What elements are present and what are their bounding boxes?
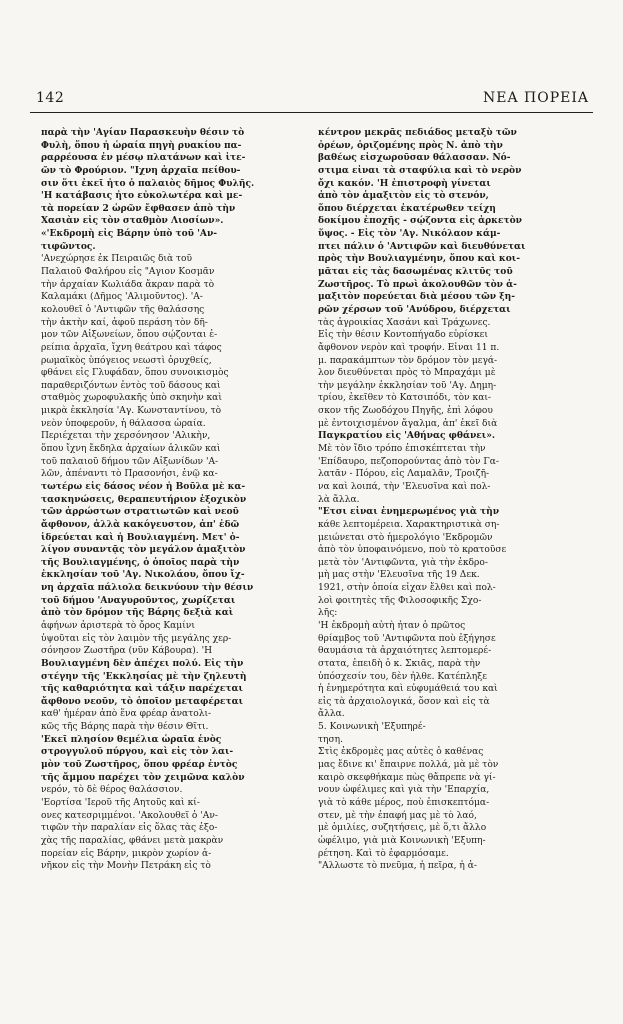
text-line: ὕψος. - Εἰς τὸν 'Αγ. Νικόλαον κάμ- [318,228,501,240]
text-line: τηση. [318,734,344,745]
text-line: στιμα εἶναι τὰ σταφύλια καὶ τὸ νερὸν [318,164,522,176]
text-line: 'Η ἐκδρομὴ αὐτὴ ἦταν ὁ πρῶτος [318,620,466,631]
text-line: "Αλλωστε τὸ πνεῦμα, ἡ πεῖρα, ἡ ἀ- [318,861,477,872]
text-line: ραρρέουσα ἐν μέσῳ πλατάνων καὶ ἰτε- [41,152,246,164]
running-title: ΝΕΑ ΠΟΡΕΙΑ [483,90,589,106]
text-line: τὴν μεγάλην ἐκκλησίαν τοῦ 'Αγ. Δημη- [318,380,497,391]
text-line: τὴν ἀρχαίαν Κωλιάδα ἄκραν παρὰ τὸ [41,279,215,290]
text-line: καθ' ἡμέραν ἀπὸ ἕνα φρέαρ ἀνατολι- [41,709,212,720]
right-column [318,127,584,873]
text-line: Φυλὴ, ὅπου ἡ ὡραία πηγὴ ρυακίου πα- [41,139,242,151]
text-line: ρέτηση. Καὶ τὸ ἐφαρμόσαμε. [318,848,449,859]
text-line: τῆς ἄμμου παρέχει τὸν χειμῶνα καλὸν [41,771,245,783]
text-line: παρὰ τὴν 'Αγίαν Παρασκευὴν θέσιν τὸ [41,127,245,138]
text-line: τασκηνώσεις, θεραπευτήριον ἐξοχικὸν [41,493,247,505]
text-line: ὠφέλιμο, γιὰ μιὰ Κοινωνικὴ 'Εξυπη- [318,835,486,846]
text-line: λοὶ φοιτητὲς τῆς Φιλοσοφικῆς Σχο- [318,595,482,606]
text-line: ἄλλα. [318,709,345,720]
text-line: ὅπου ἴχνη ἔκδηλα ἀρχαίων ἁλικῶν καὶ [41,444,221,455]
page-header [30,86,593,113]
text-line: Χασιὰν εἰς τὸν σταθμὸν Λιοσίων». [41,215,224,227]
text-line: τιφῶν τὴν παραλίαν εἰς ὅλας τὰς ἐξο- [41,823,218,834]
text-line: λίγον συναντᾷς τὸν μεγάλον ἁμαξιτὸν [41,544,246,556]
text-line: Βουλιαγμένη δὲν ἀπέχει πολύ. Εἰς τὴν [41,657,244,669]
text-line: νῆκον εἰς τὴν Μονὴν Πετράκη εἰς τὸ [41,861,211,872]
text-line: σταθμὸς χωροφυλακῆς ὑπὸ σκηνὴν καὶ [41,393,222,404]
text-line: τοῦ παλαιοῦ δήμου τῶν Αἰξωνίδων 'Α- [41,456,219,467]
text-line: σόνησον Ζωστῆρα (νῦν Κάβουρα). 'Η [41,646,213,657]
text-line: ρῶν χέρσων τοῦ 'Ανύδρου, διέρχεται [318,303,511,315]
text-line: λῶν, ἀπέναντι τὸ Πρασονήσι, ἐνῷ κα- [41,469,218,480]
text-line: ἀπὸ τὸν ὑποφαινόμενο, ποὺ τὸ κρατοῦσε [318,545,507,556]
text-line: τῆς καθαριότητα καὶ τάξιν παρέχεται [41,683,243,695]
text-line: κάθε λεπτομέρεια. Χαρακτηριστικὰ ση- [318,519,500,530]
text-line: δοκίμου ἐποχῆς - σῴζοντα εἰς ἀρκετὸν [318,215,522,227]
text-line: μ. παρακάμπτων τὸν δρόμον τὸν μεγά- [318,355,498,366]
text-line: πτει πάλιν ὁ 'Αντιφῶν καὶ διευθύνεται [318,240,526,252]
text-line: λὰ ἄλλα. [318,494,360,505]
text-line: γιὰ τὸ κάθε μέρος, ποὺ ἐπισκεπτόμα- [318,797,490,808]
text-line: ἄφθονον, ἀλλὰ κακόγευστον, ἀπ' ἐδῶ [41,518,240,530]
text-line: ἀπὸ τὸν ἁμαξιτὸν εἰς τὸ στενόν, [318,190,489,202]
text-line: ρωμαϊκὸς ὑπόγειος νεωστὶ ὀρυχθείς, [41,355,212,366]
text-line: μὲ ὁμιλίες, συζητήσεις, μὲ ὅ,τι ἄλλο [318,823,487,834]
text-line: σκον τῆς Ζωοδόχου Πηγῆς, ἐπὶ λόφου [318,406,493,417]
text-line: ἀφήνων ἀριστερὰ τὸ ὄρος Καμίνι [41,620,195,631]
text-line: 'Η κατάβασις ἦτο εὐκολωτέρα καὶ με- [41,190,243,202]
text-line: πορείαν εἰς Βάρην, μικρὸν χωρίον ἀ- [41,848,212,859]
text-line: Ζωστῆρος. Τὸ πρωὶ ἀκολουθῶν τὸν ἁ- [318,278,517,290]
text-line: τωτέρω εἰς δάσος νέον ἡ Βοῦλα μὲ κα- [41,480,246,492]
text-line: τὰς ἀγροικίας Χασάνι καὶ Τράχωνες. [318,317,491,328]
text-line: ῶν τὸ Φρούριον. "Ιχνη ἀρχαῖα πείθου- [41,164,241,176]
text-line: μᾶται εἰς τὰς δασωμένας κλιτῦς τοῦ [318,266,513,278]
text-line: εἰς τὰ ἀρχαιολογικά, ὅσον καὶ εἰς τὰ [318,696,490,707]
text-line: χὰς τῆς παραλίας, φθάνει μετὰ μακρὰν [41,835,224,846]
text-line: 5. Κοινωνικὴ 'Εξυπηρέ- [318,722,426,733]
text-line: ἡ ἐνημερότητα καὶ εὐφυμάθειά του καὶ [318,684,498,695]
text-line: μας ἔδινε κι' ἔπαιρνε πολλά, μὰ μὲ τὸν [318,760,499,771]
text-line: Στὶς ἐκδρομὲς μας αὐτὲς ὁ καθένας [318,747,484,758]
text-line: ονες κατεσριμμένοι. 'Ακολουθεῖ ὁ 'Αν- [41,810,218,821]
page-number: 142 [36,90,65,106]
text-line: λον διευθύνεται πρὸς τὸ Μπραχάμι μὲ [318,368,496,379]
text-line: 1921, στὴν ὁποία εἶχαν ἔλθει καὶ πολ- [318,583,496,594]
text-line: ὅπου διέρχεται ἑκατέρωθεν τείχη [318,202,496,214]
text-line: μὴ μας στὴν 'Ελευσῖνα τῆς 19 Δεκ. [318,570,480,581]
text-line: τρίου, ἐκεῖθεν τὸ Κατσιπόδι, τὸν και- [318,393,491,404]
text-line: μικρὰ ἐκκλησία 'Αγ. Κωνσταντίνου, τὸ [41,406,222,417]
text-line: Καλαμάκι (Δῆμος 'Αλιμοῦντος). 'Α- [41,292,203,303]
text-line: μαξιτὸν πορεύεται διὰ μέσου τῶν ξη- [318,291,516,303]
text-line: βαθέως εἰσχωροῦσαν θάλασσαν. Νό- [318,152,511,164]
text-line: 'Ανεχώρησε ἐκ Πειραιῶς διὰ τοῦ [41,254,193,265]
text-line: ὄχι κακόν. 'Η ἐπιστροφὴ γίνεται [318,177,491,189]
text-line: Παλαιοῦ Φαλήρου εἰς "Αγιον Κοσμᾶν [41,267,215,278]
text-line: λῆς: [318,608,338,619]
text-line: «'Εκδρομὴ εἰς Βάρην ὑπὸ τοῦ 'Αν- [41,228,218,240]
text-line: παραθεριζόντων ἐντὸς τοῦ δάσους καὶ [41,380,221,391]
text-line: ὀρέων, ὁριζομένης πρὸς Ν. ἀπὸ τὴν [318,139,503,151]
text-line: "Ετσι εἶναι ἐνημερωμένος γιὰ τὴν [318,506,500,518]
text-line: ὑψοῦται εἰς τὸν λαιμὸν τῆς μεγάλης χερ- [41,633,232,644]
text-line: νερόν, τὸ δὲ θέρος θαλάσσιον. [41,785,183,796]
text-line: ἄφθονον νερὸν καὶ τροφήν. Εἶναι 11 π. [318,342,500,353]
text-line: κῶς τῆς Βάρης παρὰ τὴν θέσιν Θῖτι. [41,722,209,733]
text-line: στέγην τῆς 'Εκκλησίας μὲ τὴν ζηλευτὴ [41,670,247,682]
text-line: ρείπια ἀρχαῖα, ἴχνη θεάτρου καὶ τάφος [41,342,222,353]
text-line: σιν ὅτι ἐκεῖ ἦτο ὁ παλαιὸς δῆμος Φυλῆς. [41,177,255,189]
text-line: τοῦ δήμου 'Αναγυροῦντος, χωρίζεται [41,594,236,606]
text-line: στατα, ἐπειδὴ ὁ κ. Σκιᾶς, παρὰ τὴν [318,658,481,669]
text-line: τῶν ἀρρώστων στρατιωτῶν καὶ νεοῦ [41,506,239,518]
text-line: Παγκρατίου εἰς 'Αθήνας φθάνει». [318,430,496,442]
left-column [41,127,307,873]
text-line: 'Εκεῖ πλησίον θεμέλια ὡραῖα ἑνὸς [41,733,222,745]
text-line: καιρὸ σκεφθήκαμε πὼς θἄπρεπε νὰ γί- [318,772,496,783]
text-line: μὲ ἐντοιχισμένον ἄγαλμα, ἀπ' ἐκεῖ διὰ [318,418,498,429]
text-line: τὴν ἀκτὴν καί, ἀφοῦ περάση τὸν δῆ- [41,317,208,328]
text-line: νουν ὠφέλιμες καὶ γιὰ τὴν 'Επαρχία, [318,785,490,796]
text-line: τῆς Βουλιαγμένης, ὁ ὁποῖος παρὰ τὴν [41,556,240,568]
text-line: στρογγυλοῦ πύργου, καὶ εἰς τὸν λαι- [41,746,234,758]
text-line: να καὶ λοιπά, τὴν 'Ελευσῖνα καὶ πολ- [318,481,491,492]
text-line: ὑπόσχεσίν του, δὲν ἦλθε. Κατέπληξε [318,671,487,682]
text-line: ἐκκλησίαν τοῦ 'Αγ. Νικολάου, ὅπου ἴχ- [41,569,245,581]
text-line: νεὸν ὑποφεροῦν, ἡ θάλασσα ὡραία. [41,418,206,429]
text-line: Εἰς τὴν θέσιν Κοντοπήγαδο εὑρίσκει [318,330,488,341]
text-line: κολουθεῖ ὁ 'Αντιφῶν τῆς θαλάσσης [41,304,205,315]
text-line: μειώνεται στὸ ἡμερολόγιο 'Εκδρομῶν [318,532,493,543]
text-line: Περιέχεται τὴν χερσόνησον 'Αλικὴν, [41,431,211,442]
text-line: στεν, μὲ τὴν ἐπαφή μας μὲ τὸ λαό, [318,810,477,821]
text-line: θρίαμβος τοῦ 'Αντιφῶντα ποὺ ἐξήγησε [318,633,496,644]
text-line: τιφῶντος. [41,240,96,252]
text-line: Μὲ τὸν ἴδιο τρόπο ἐπισκέπτεται τὴν [318,444,486,455]
text-line: μον τῶν Αἰξωνείων, ὅπου σῴζονται ἐ- [41,330,218,341]
text-line: ἀπὸ τὸν δρόμον τῆς Βάρης δεξιὰ καὶ [41,607,234,619]
text-line: κέντρον μεκρᾶς πεδιάδος μεταξὺ τῶν [318,127,517,138]
text-line: τὰ πορείαν 2 ὡρῶν ἔφθασεν ἀπὸ τὴν [41,202,236,214]
text-line: μὸν τοῦ Ζωστῆρος, ὅπου φρέαρ ἐντὸς [41,759,238,771]
text-line: ἄφθονο νεοῦν, τὸ ὁποῖον μεταφέρεται [41,695,243,707]
text-line: 'Επίδαυρο, πεζοπορούντας ἀπὸ τὸν Γα- [318,456,499,467]
text-line: θαυμάσια τὰ ἀρχαιότητες λεπτομερέ- [318,646,492,657]
text-line: πρὸς τὴν Βουλιαγμένην, ὅπου καὶ κοι- [318,253,520,265]
text-line: φθάνει εἰς Γλυφάδαν, ὅπου συνοικισμὸς [41,368,229,379]
text-line: μετὰ τὸν 'Αντιφῶντα, γιὰ τὴν ἐκδρο- [318,557,488,568]
text-line: λατᾶν - Πόρου, εἰς Λαμαλᾶν, Τροιζῆ- [318,469,490,480]
text-line: ἱδρεύεται καὶ ἡ Βουλιαγμένη. Μετ' ὀ- [41,531,240,543]
text-line: νη ἀρχαῖα πάλιολα δεικνύουν τὴν θέσιν [41,582,254,594]
text-line: 'Εορτίσα 'Ιεροῦ τῆς Αητοῦς καὶ κί- [41,797,200,808]
